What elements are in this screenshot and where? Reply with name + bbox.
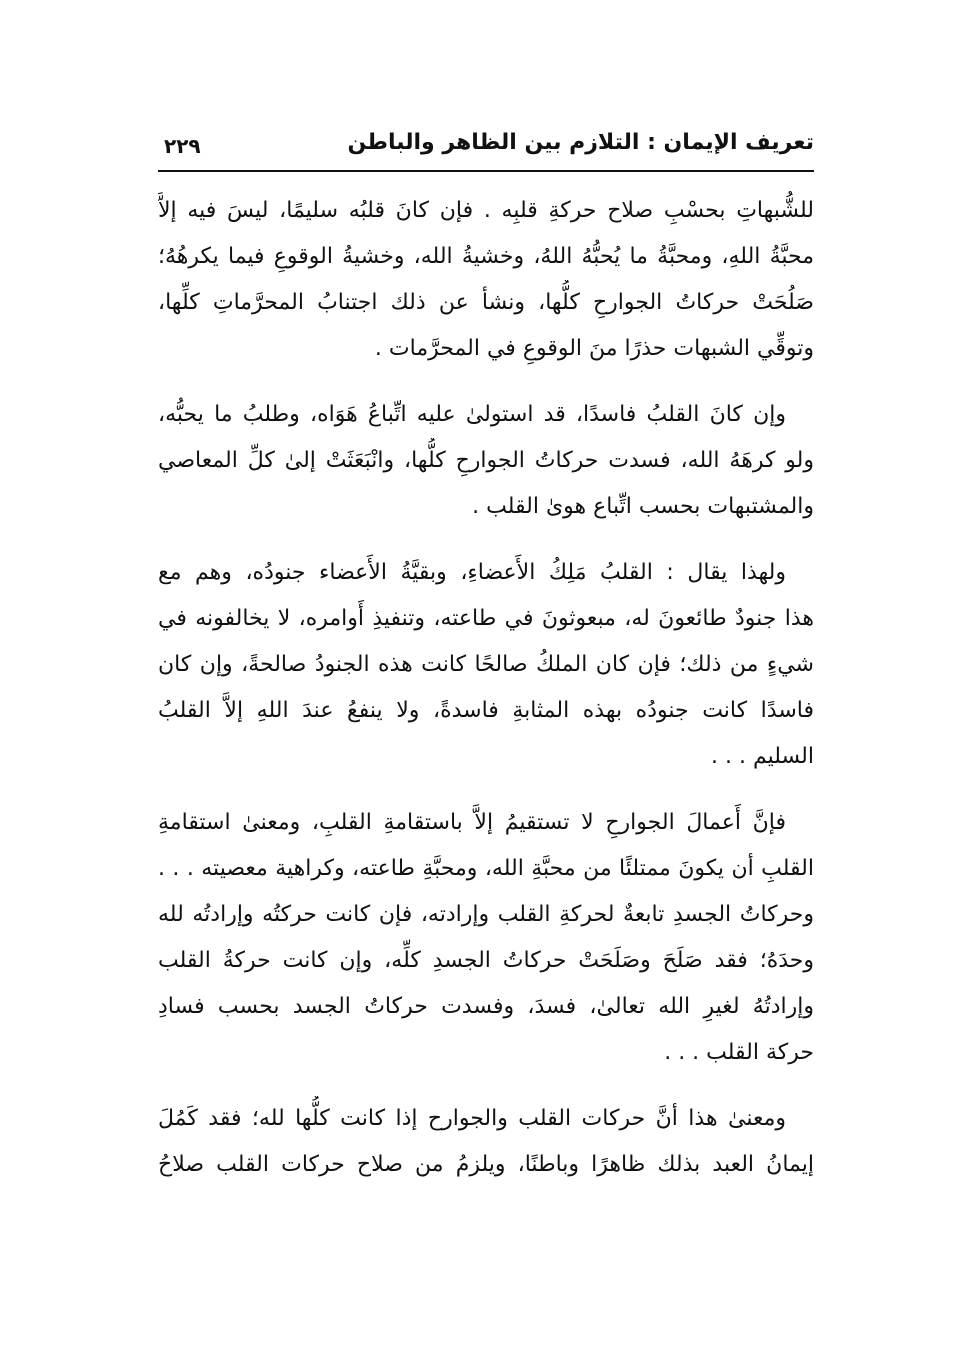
- text-line: ولو كرهَهُ الله، فسدت حركاتُ الجوارحِ كلُّها، وانْبَعَثَتْ إلىٰ كلِّ المعاصي: [158, 448, 814, 473]
- text-line: شيءٍ من ذلك؛ فإن كان الملكُ صالحًا كانت هذه الجنودُ صالحةً، وإن كان: [158, 652, 814, 677]
- text-line: فإنَّ أَعمالَ الجوارحِ لا تستقيمُ إلاَّ باستقامةِ القلبِ، ومعنىٰ استقامةِ: [158, 810, 786, 835]
- text-line: السليم . . .: [711, 744, 814, 769]
- header-title: تعريف الإيمان : التلازم بين الظاهر والباطن: [347, 130, 814, 155]
- text-line: وحركاتُ الجسدِ تابعةٌ لحركةِ القلب وإرادته، فإن كانت حركتُه وإرادتُه لله: [158, 902, 814, 927]
- text-line: والمشتبهات بحسب اتِّباع هوىٰ القلب .: [472, 494, 814, 519]
- text-line: للشُّبهاتِ بحسْبِ صلاح حركةِ قلبِه . فإن كانَ قلبُه سليمًا، ليسَ فيه إلاَّ: [158, 198, 814, 223]
- text-line: ولهذا يقال : القلبُ مَلِكُ الأَعضاءِ، وبقيَّةُ الأَعضاء جنودُه، وهم مع: [158, 560, 786, 585]
- page-number: ٢٢٩: [164, 134, 201, 158]
- paragraph-3: [158, 550, 814, 780]
- text-line: هذا جنودٌ طائعونَ له، مبعوثونَ في طاعته، وتنفيذِ أَوامره، لا يخالفونه في: [158, 606, 814, 631]
- text-line: فاسدًا كانت جنودُه بهذه المثابةِ فاسدةً، ولا ينفعُ عندَ اللهِ إلاَّ القلبُ: [158, 698, 814, 723]
- body-text: [158, 188, 814, 1208]
- text-line: ومعنىٰ هذا أنَّ حركات القلب والجوارح إذا كانت كلُّها لله؛ فقد كَمُلَ: [158, 1106, 786, 1131]
- text-line: القلبِ أن يكونَ ممتلئًا من محبَّةِ الله، ومحبَّةِ طاعته، وكراهية معصيته . . .: [158, 856, 814, 881]
- text-line: حركة القلب . . .: [664, 1040, 814, 1065]
- text-line: إيمانُ العبد بذلك ظاهرًا وباطنًا، ويلزمُ من صلاح حركات القلب صلاحُ: [158, 1152, 814, 1177]
- paragraph-2: [158, 392, 814, 530]
- paragraph-1: [158, 188, 814, 372]
- paragraph-5: [158, 1096, 814, 1188]
- text-line: وإرادتُهُ لغيرِ الله تعالىٰ، فسدَ، وفسدت حركاتُ الجسد بحسب فسادِ: [158, 994, 814, 1019]
- text-line: صَلُحَتْ حركاتُ الجوارحِ كلُّها، ونشأ عن ذلك اجتنابُ المحرَّماتِ كلِّها،: [158, 290, 814, 315]
- paragraph-4: [158, 800, 814, 1076]
- text-line: محبَّةُ اللهِ، ومحبَّةُ ما يُحبُّهُ اللهُ، وخشيةُ الله، وخشيةُ الوقوعِ فيما يكرهُهُ؛: [158, 244, 814, 269]
- text-line: وتوقِّي الشبهات حذرًا منَ الوقوعِ في المحرَّمات .: [374, 336, 814, 361]
- text-line: وحدَهُ؛ فقد صَلَحَ وصَلَحَتْ حركاتُ الجسدِ كلِّه، وإن كانت حركةُ القلب: [158, 948, 814, 973]
- running-header: [158, 130, 814, 172]
- text-line: وإن كانَ القلبُ فاسدًا، قد استولىٰ عليه اتِّباعُ هَوَاه، وطلبُ ما يحبُّه،: [158, 402, 786, 427]
